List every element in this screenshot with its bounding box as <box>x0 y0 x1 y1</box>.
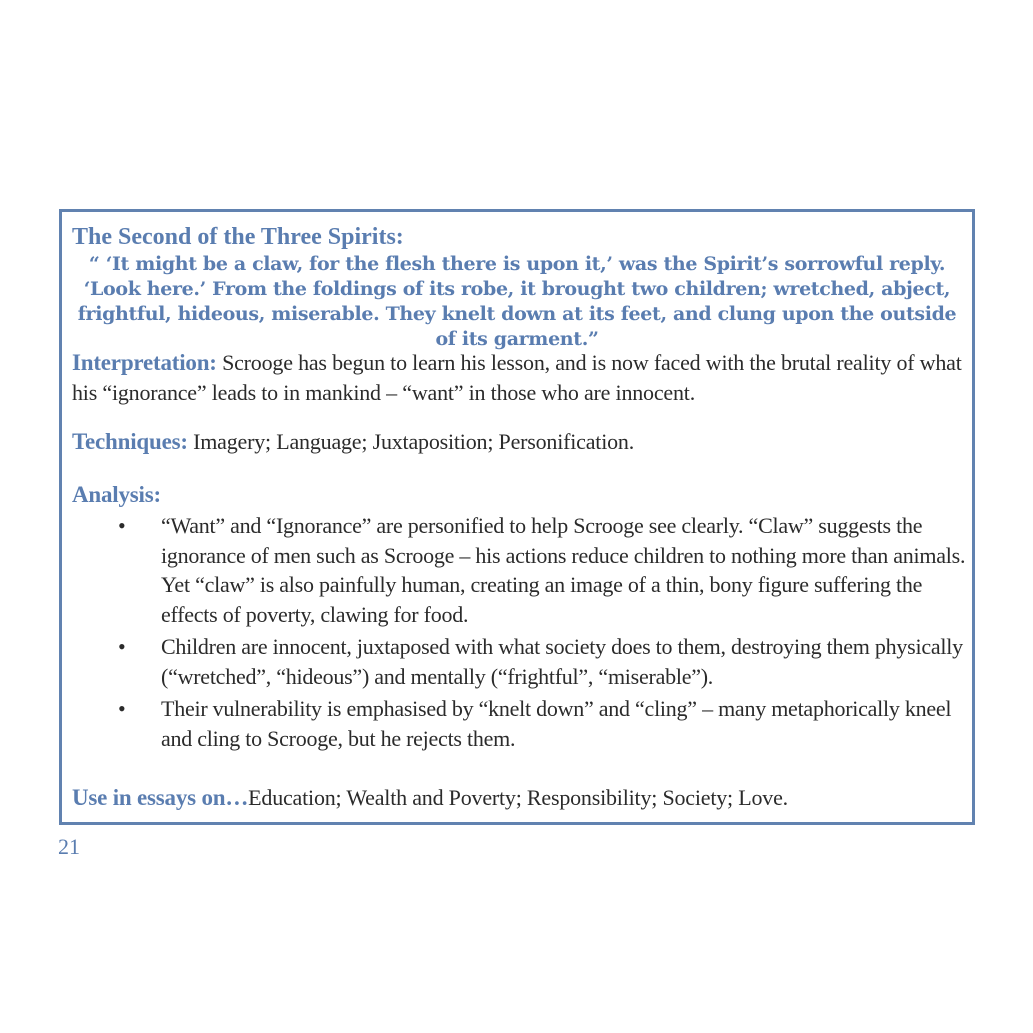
analysis-item-text: “Want” and “Ignorance” are personified to help Scrooge see clearly. “Claw” suggests the ignorance of men such as Scrooge – his actions reduce children to nothing more than animals. Yet “claw” is also painfully human, creating an image of a thin, bony figure suffering the effects of poverty, clawing for food. <box>161 513 966 627</box>
essay-uses-label: Use in essays on… <box>72 785 249 810</box>
interpretation-label: Interpretation: <box>72 350 217 375</box>
bullet-icon: • <box>118 696 126 721</box>
analysis-item-text: Their vulnerability is emphasised by “knelt down” and “cling” – many metaphorically kneel and cling to Scrooge, but he rejects them. <box>161 696 952 751</box>
bullet-icon: • <box>118 634 126 659</box>
key-quote: “ ‘It might be a claw, for the flesh there is upon it,’ was the Spirit’s sorrowful reply. ‘Look here.’ From the foldings of its robe, it brought two children; wretched, abject, frightful, hideous, miserable. They knelt down at its feet, and clung upon the outside of its garment.” <box>77 253 957 350</box>
essay-uses-text: Education; Wealth and Poverty; Responsibility; Society; Love. <box>248 785 788 810</box>
bullet-icon: • <box>118 513 126 538</box>
techniques-section <box>72 427 962 457</box>
analysis-item <box>72 694 972 753</box>
analysis-list <box>72 511 972 756</box>
essay-uses-section <box>72 783 962 813</box>
revision-card <box>59 209 975 825</box>
analysis-item-text: Children are innocent, juxtaposed with what society does to them, destroying them physically (“wretched”, “hideous”) and mentally (“frightful”, “miserable”). <box>161 634 963 689</box>
card-title: The Second of the Three Spirits: <box>72 224 404 250</box>
interpretation-section <box>72 348 962 408</box>
techniques-text: Imagery; Language; Juxtaposition; Personification. <box>187 429 635 454</box>
analysis-item <box>72 511 972 629</box>
analysis-item <box>72 632 972 691</box>
page-number: 21 <box>58 834 80 859</box>
interpretation-text: Scrooge has begun to learn his lesson, and is now faced with the brutal reality of what his “ignorance” leads to in mankind – “want” in those who are innocent. <box>72 350 962 405</box>
analysis-section <box>72 480 962 510</box>
techniques-label: Techniques: <box>72 429 188 454</box>
analysis-label: Analysis: <box>72 482 161 507</box>
